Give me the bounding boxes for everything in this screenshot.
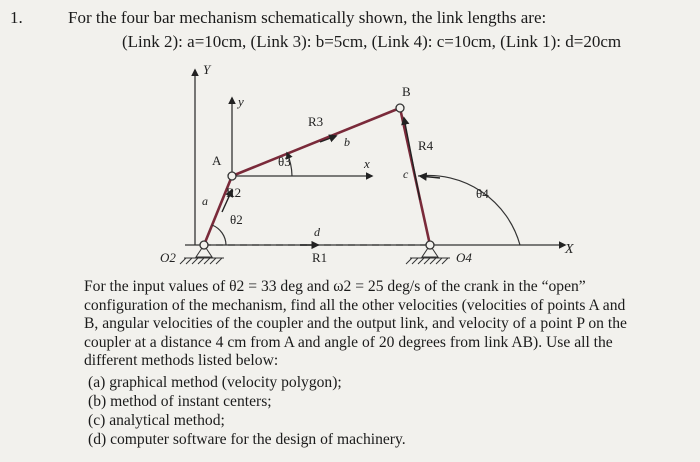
pivot-o2 [200,241,208,249]
link-c-label: c [403,167,409,181]
methods-list [88,373,406,449]
theta2-arc [212,225,226,245]
statement-line: coupler at a distance 4 cm from A and angle of 20 degrees from link AB). Use all the [84,333,613,351]
r2-label: R2 [226,185,242,200]
theta4-arc [418,175,520,245]
pivot-a [228,172,236,180]
pivot-o4 [426,241,434,249]
theta4-label: θ4 [476,186,489,201]
axis-label-big-x: X [565,242,574,257]
axis-label-big-y: Y [203,62,211,77]
method-item: (b) method of instant centers; [88,393,272,410]
problem-intro-line1: For the four bar mechanism schematically shown, the link lengths are: [68,8,547,27]
axis-label-small-y: y [238,94,244,109]
theta3-label: θ3 [278,154,291,169]
link-d-label: d [314,225,320,239]
r4-label: R4 [418,138,434,153]
method-item: (c) analytical method; [88,412,225,429]
statement-line: different methods listed below: [84,352,279,370]
pivot-b [396,104,404,112]
o2-label: O2 [160,250,176,265]
statement-line: For the input values of θ2 = 33 deg and ω2 = 25 deg/s of the crank in the “open” [84,278,586,295]
theta4-arrow [420,176,440,178]
point-b-label: B [402,84,411,99]
statement-line: configuration of the mechanism, find all the other velocities (velocities of points A and [84,296,626,314]
axis-label-small-x: x [364,156,370,171]
statement-line: B, angular velocities of the coupler and the output link, and velocity of a point P on the [84,315,627,333]
r1-label: R1 [312,250,328,265]
theta2-label: θ2 [230,212,243,227]
method-item: (a) graphical method (velocity polygon); [88,374,342,391]
problem-number: 1. [10,8,23,27]
link-lengths-line: (Link 2): a=10cm, (Link 3): b=5cm, (Link 4): c=10cm, (Link 1): d=20cm [122,32,622,51]
point-a-label: A [212,153,222,168]
method-item: (d) computer software for the design of machinery. [88,431,406,448]
vector-r4-arrow [404,118,420,200]
link-a-label: a [202,194,208,208]
r3-label: R3 [308,114,324,129]
link-b-label: b [344,135,350,149]
problem-statement [84,278,694,371]
o4-label: O4 [456,250,472,265]
